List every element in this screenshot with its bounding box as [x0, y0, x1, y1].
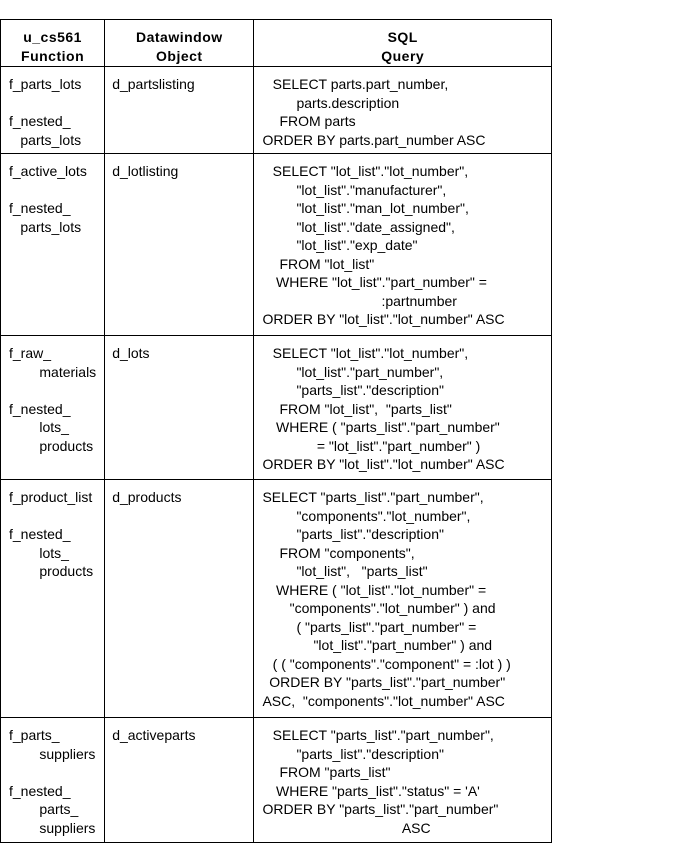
sql-query-cell	[254, 480, 552, 718]
datawindow-object-cell	[105, 336, 254, 480]
sql-query-line: SELECT "lot_list"."lot_number",	[272, 163, 469, 179]
sql-query-line: SELECT "parts_list"."part_number",	[272, 727, 494, 743]
function-name-line: f_active_lots	[9, 163, 87, 179]
sql-query-line: WHERE ( "parts_list"."part_number"	[276, 419, 500, 435]
sql-query-line: "parts_list"."description"	[296, 745, 444, 762]
datawindow-object-name: d_products	[112, 489, 182, 505]
function-name-line: suppliers	[39, 819, 96, 836]
function-name-line: products	[39, 437, 94, 454]
sql-query-line: ASC	[401, 819, 431, 836]
header-function-line: Function	[21, 48, 85, 64]
header-object-line: Datawindow	[135, 29, 223, 45]
sql-query-cell	[254, 718, 552, 843]
table-row	[1, 718, 552, 843]
datawindow-object-cell	[105, 480, 254, 718]
function-name-line: lots_	[39, 544, 69, 561]
sql-query-line: "parts_list"."description"	[296, 526, 444, 542]
function-name-line: materials	[39, 363, 97, 380]
datawindow-object-name: d_partslisting	[112, 76, 195, 92]
table-row	[1, 67, 552, 154]
function-name-line: products	[39, 563, 94, 579]
function-name-line: f_nested_	[9, 113, 71, 129]
sql-query-line: :partnumber	[381, 292, 457, 309]
header-object-line: Object	[156, 48, 203, 64]
function-name-line: lots_	[39, 419, 69, 435]
function-name-line: f_nested_	[9, 200, 71, 216]
function-cell	[1, 336, 105, 480]
sql-reference-table	[0, 19, 552, 843]
header-row	[1, 20, 552, 67]
datawindow-object-name: d_lotlisting	[112, 163, 179, 179]
sql-query-cell	[254, 67, 552, 154]
function-name-line: f_nested_	[9, 782, 71, 799]
function-name-line: f_raw_	[9, 345, 52, 361]
function-name-line: f_product_list	[9, 489, 93, 505]
sql-query-line: "lot_list"."part_number" ) and	[313, 637, 493, 653]
function-spacer	[9, 763, 104, 782]
table-row	[1, 154, 552, 336]
sql-query-line: SELECT "parts_list"."part_number",	[262, 489, 484, 505]
sql-query-line: SELECT parts.part_number,	[272, 76, 449, 92]
sql-query-line: FROM "lot_list", "parts_list"	[279, 400, 452, 417]
sql-query-line: "lot_list"."part_number",	[296, 363, 444, 380]
sql-query-line: parts.description	[296, 94, 400, 111]
sql-query-line: FROM parts	[279, 113, 356, 129]
sql-query-line: ORDER BY "lot_list"."lot_number" ASC	[262, 456, 505, 472]
function-spacer	[9, 181, 104, 200]
table-body	[1, 67, 552, 843]
function-spacer	[9, 507, 104, 526]
function-cell	[1, 480, 105, 718]
sql-query-line: "parts_list"."description"	[296, 382, 444, 398]
sql-query-line: ORDER BY "parts_list"."part_number"	[262, 801, 499, 817]
function-cell	[1, 718, 105, 843]
sql-query-line: ORDER BY "parts_list"."part_number"	[269, 674, 506, 690]
sql-query-line: FROM "lot_list"	[279, 255, 375, 272]
sql-query-line: ( "parts_list"."part_number" =	[296, 618, 477, 635]
function-name-line: f_parts_	[9, 727, 60, 743]
sql-query-line: "lot_list"."exp_date"	[296, 237, 418, 253]
header-function-line: u_cs561	[23, 29, 82, 45]
sql-query-line: "components"."lot_number" ) and	[289, 600, 496, 616]
header-object	[105, 20, 254, 67]
sql-query-line: "lot_list"."date_assigned",	[296, 218, 455, 235]
sql-query-line: "components"."lot_number",	[296, 507, 471, 524]
header-query-line: Query	[381, 48, 425, 64]
function-name-line: suppliers	[39, 745, 96, 762]
sql-query-line: "lot_list"."manufacturer",	[296, 181, 447, 198]
sql-query-line: FROM "components",	[279, 544, 415, 561]
sql-query-cell	[254, 336, 552, 480]
sql-query-line: WHERE "lot_list"."part_number" =	[276, 274, 487, 290]
function-spacer	[9, 94, 104, 113]
function-name-line: parts_	[39, 801, 79, 817]
sql-query-line: "lot_list"."man_lot_number",	[296, 200, 469, 216]
function-name-line: f_parts_lots	[9, 76, 82, 92]
sql-query-cell	[254, 154, 552, 336]
table-row	[1, 480, 552, 718]
sql-query-line: ORDER BY "lot_list"."lot_number" ASC	[262, 311, 505, 327]
table-row	[1, 336, 552, 480]
function-name-line: parts_lots	[20, 218, 82, 235]
function-spacer	[9, 381, 104, 400]
sql-query-line: "lot_list", "parts_list"	[296, 563, 428, 579]
sql-query-line: ASC, "components"."lot_number" ASC	[262, 692, 505, 709]
sql-query-line: ORDER BY parts.part_number ASC	[262, 131, 486, 148]
datawindow-object-cell	[105, 718, 254, 843]
function-name-line: parts_lots	[20, 131, 82, 148]
sql-query-line: = "lot_list"."part_number" )	[316, 437, 481, 454]
datawindow-object-name: d_lots	[112, 345, 150, 361]
datawindow-object-name: d_activeparts	[112, 727, 196, 743]
sql-query-line: FROM "parts_list"	[279, 764, 391, 780]
sql-query-line: WHERE ( "lot_list"."lot_number" =	[276, 581, 487, 598]
datawindow-object-cell	[105, 67, 254, 154]
function-cell	[1, 154, 105, 336]
function-cell	[1, 67, 105, 154]
sql-query-line: WHERE "parts_list"."status" = 'A'	[276, 782, 480, 799]
function-name-line: f_nested_	[9, 526, 71, 542]
function-name-line: f_nested_	[9, 400, 71, 417]
header-function	[1, 20, 105, 67]
header-query	[254, 20, 552, 67]
header-query-line: SQL	[387, 29, 418, 45]
sql-query-line: SELECT "lot_list"."lot_number",	[272, 345, 469, 361]
sql-query-line: ( ( "components"."component" = :lot ) )	[272, 655, 511, 672]
datawindow-object-cell	[105, 154, 254, 336]
